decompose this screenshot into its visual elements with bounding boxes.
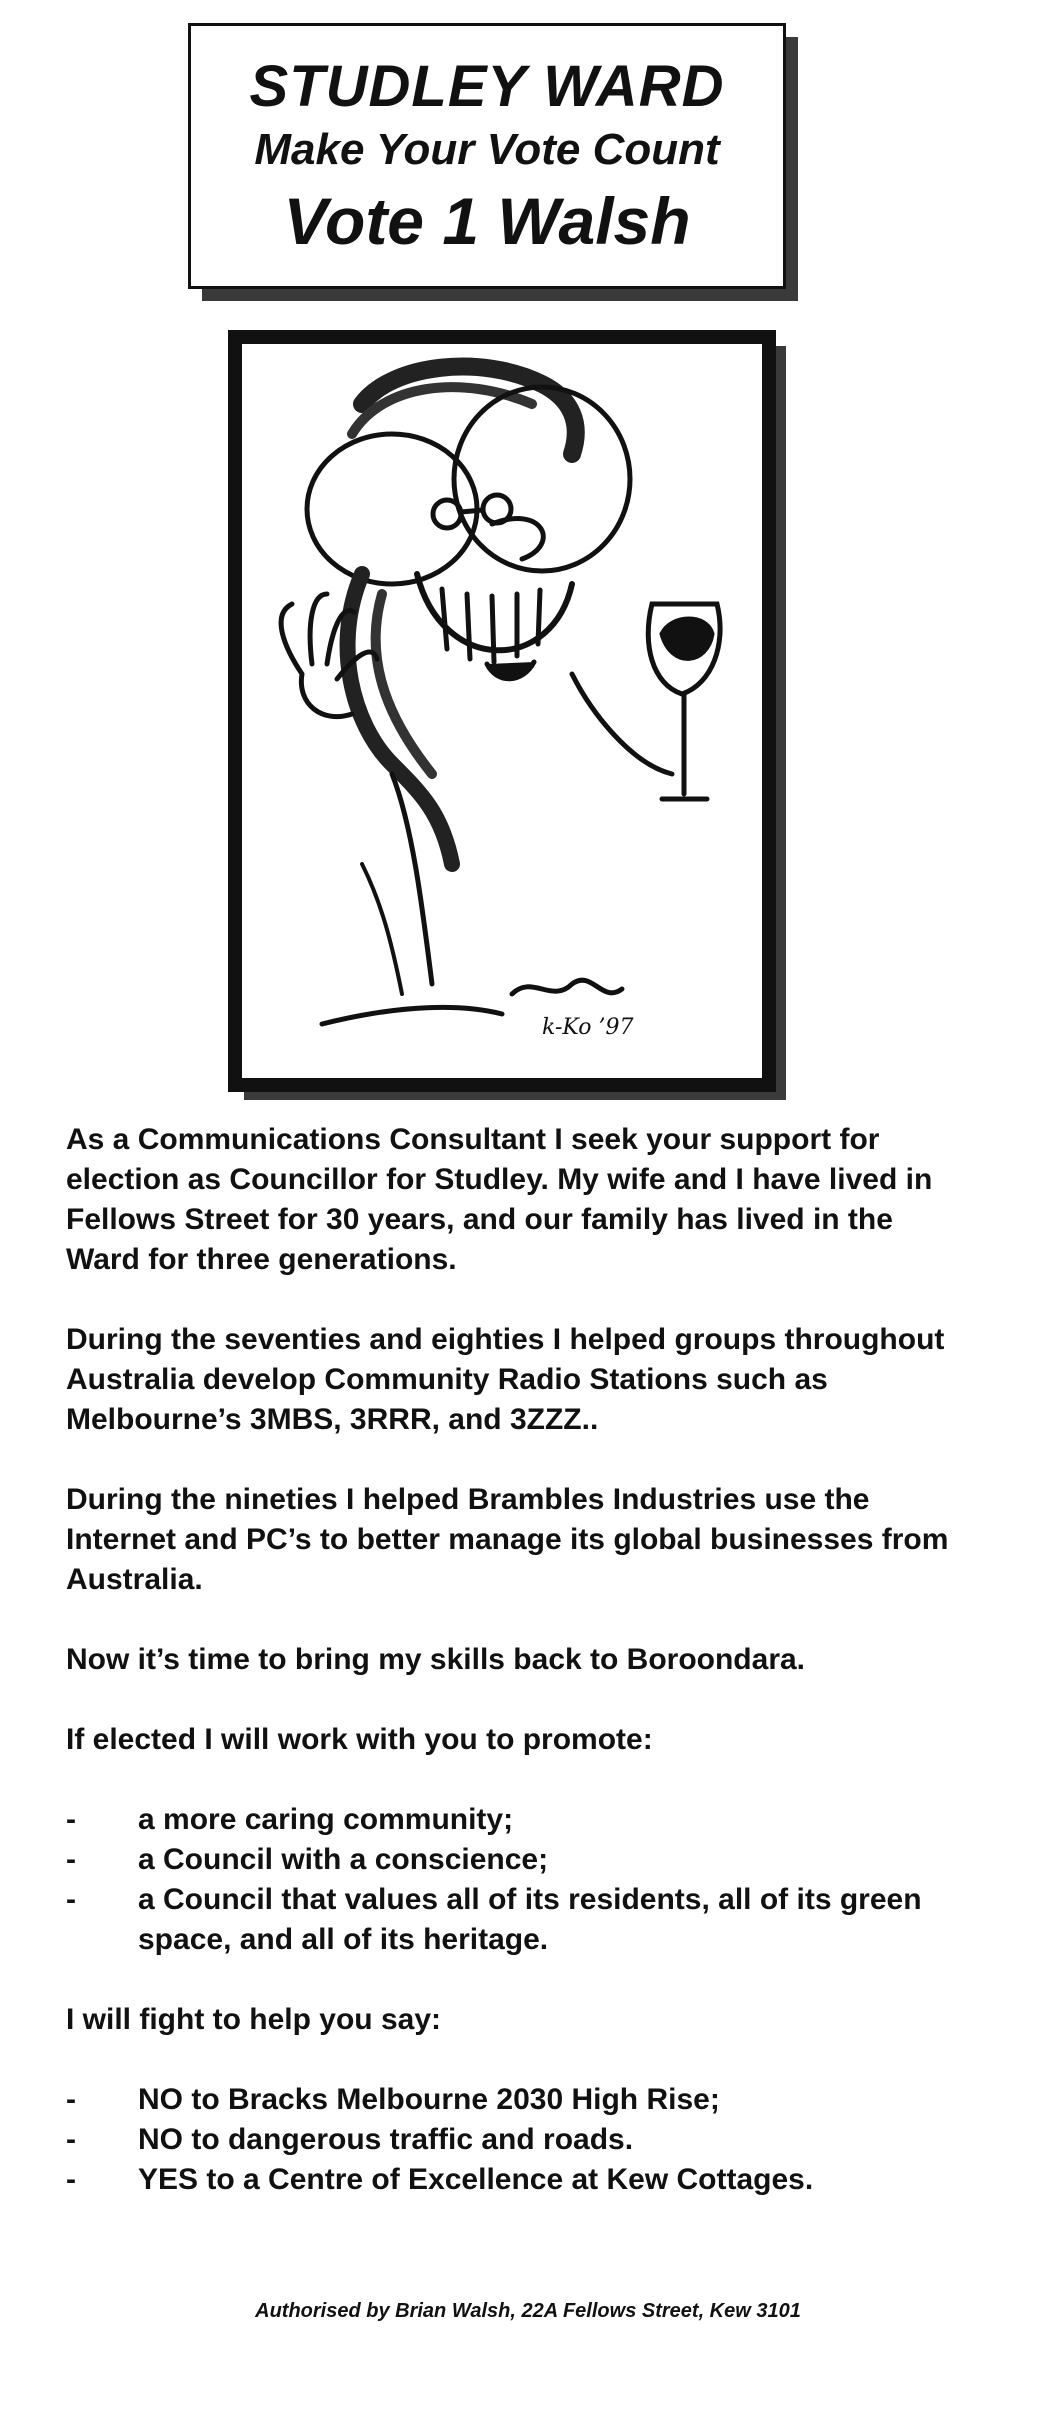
fight-intro: I will fight to help you say:: [66, 2003, 442, 2036]
slogan: Make Your Vote Count: [254, 125, 720, 175]
bullet-dash: -: [66, 1803, 76, 1836]
bullet-dash: -: [66, 1843, 76, 1876]
caricature-image: [242, 344, 762, 1078]
header-box: [188, 23, 786, 289]
list-item: - NO to Bracks Melbourne 2030 High Rise;: [66, 2080, 966, 2120]
intro-paragraph: As a Communications Consultant I seek your support for election as Councillor for Studley. My wife and I have lived in Fellows Street for 30 years, and our family has lived in the Ward for three generations.: [66, 1123, 933, 1276]
cartoon-frame: [228, 330, 776, 1092]
list-item: - a more caring community;: [66, 1800, 966, 1840]
bullet-dash: -: [66, 2083, 76, 2116]
ward-title: STUDLEY WARD: [249, 53, 725, 119]
skills-paragraph: Now it’s time to bring my skills back to Boroondara.: [66, 1643, 806, 1676]
bullet-dash: -: [66, 2163, 76, 2196]
cartoon-panel: [228, 330, 786, 1100]
list-item: - a Council with a conscience;: [66, 1840, 966, 1880]
candidate-statement: [66, 1120, 966, 2240]
say-list: [66, 2080, 966, 2200]
bullet-dash: -: [66, 2123, 76, 2156]
bullet-dash: -: [66, 1883, 76, 1916]
cartoon-signature: k-Ko ’97: [542, 1015, 634, 1040]
list-item: - a Council that values all of its residents, all of its green space, and all of its heritage.: [66, 1880, 966, 1960]
internet-paragraph: During the nineties I helped Brambles Industries use the Internet and PC’s to better manage its global businesses from Australia.: [66, 1483, 949, 1596]
list-item: - NO to dangerous traffic and roads.: [66, 2120, 966, 2160]
vote-line: Vote 1 Walsh: [283, 183, 691, 258]
header-panel: [188, 23, 798, 301]
promote-list: [66, 1800, 966, 1960]
list-item: - YES to a Centre of Excellence at Kew Cottages.: [66, 2160, 966, 2200]
authorisation-line: Authorised by Brian Walsh, 22A Fellows Street, Kew 3101: [255, 2300, 801, 2322]
promote-intro: If elected I will work with you to promote:: [66, 1723, 653, 1756]
caricature-drawing: [242, 344, 762, 1078]
radio-paragraph: During the seventies and eighties I helped groups throughout Australia develop Community Radio Stations such as Melbourne’s 3MBS, 3RRR, and 3ZZZ..: [66, 1323, 945, 1436]
